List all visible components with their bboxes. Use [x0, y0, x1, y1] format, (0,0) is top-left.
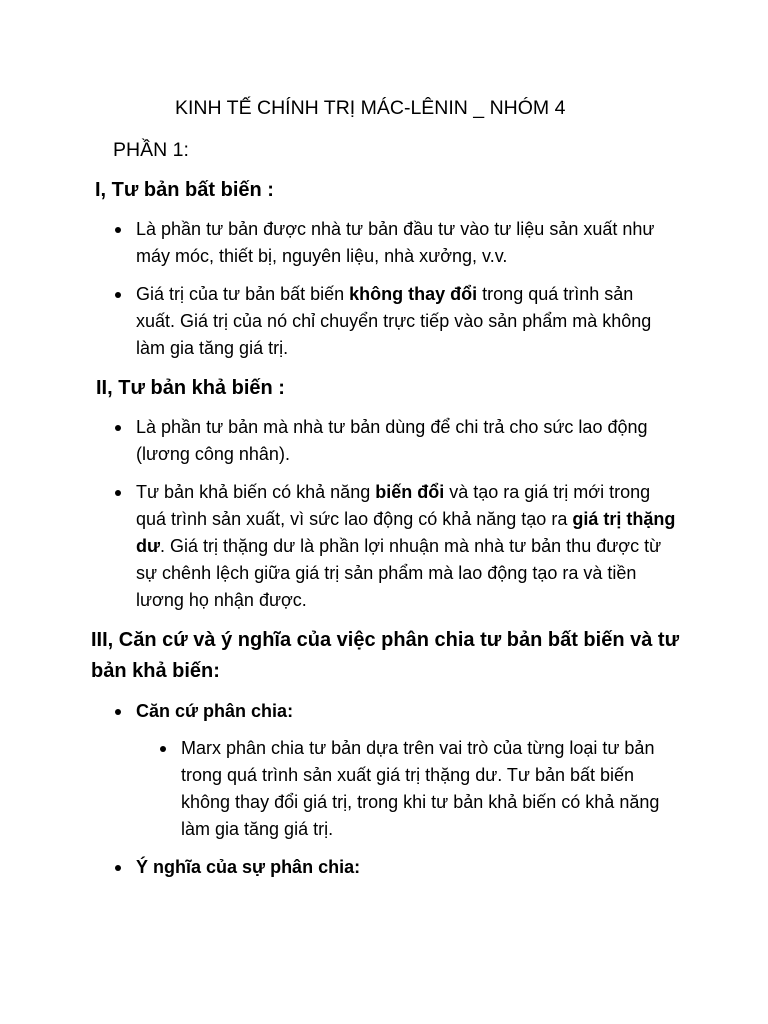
text-run: xuất. Giá trị của nó chỉ chuyển trực tiếp vào sản phẩm mà không [136, 311, 652, 331]
text-run: làm gia tăng giá trị. [181, 819, 334, 839]
text-line [181, 762, 768, 789]
text-run: . Giá trị thặng dư là phần lợi nhuận mà nhà tư bản thu được từ [160, 536, 662, 556]
section-2 [0, 373, 768, 614]
bold-text: không thay đổi [349, 284, 478, 304]
bullet-icon [160, 746, 166, 752]
bullet-icon [115, 709, 121, 715]
text-line [136, 308, 768, 335]
text-run: không thay đổi giá trị, trong khi tư bản khả biến có khả năng [181, 792, 660, 812]
text-run: Tư bản khả biến có khả năng [136, 482, 376, 502]
text-run: sự chênh lệch giữa giá trị sản phẩm mà lao động tạo ra và tiền [136, 563, 637, 583]
list-item [136, 414, 768, 468]
list-item-label: Căn cứ phân chia: [136, 701, 294, 721]
list-item [136, 281, 768, 362]
text-line [136, 533, 768, 560]
list-item-label: Ý nghĩa của sự phân chia: [136, 857, 361, 877]
list-item [136, 854, 768, 881]
bullet-icon [115, 227, 121, 233]
text-run: máy móc, thiết bị, nguyên liệu, nhà xưởng, v.v. [136, 246, 508, 266]
heading-line: III, Căn cứ và ý nghĩa của việc phân chia tư bản bất biến và tư [91, 629, 680, 651]
text-run: quá trình sản xuất, vì sức lao động có khả năng tạo ra [136, 509, 573, 529]
bullet-icon [115, 425, 121, 431]
text-run: Là phần tư bản được nhà tư bản đầu tư vào tư liệu sản xuất như [136, 219, 655, 239]
text-line [181, 816, 768, 843]
part-label: PHẦN 1: [113, 139, 189, 161]
heading-line: II, Tư bản khả biến : [96, 377, 285, 399]
bullet-icon [115, 865, 121, 871]
list-item [136, 216, 768, 270]
text-line [181, 735, 768, 762]
text-run: trong quá trình sản [477, 284, 634, 304]
sub-list-item [181, 735, 768, 843]
text-line [136, 216, 768, 243]
text-run: lương họ nhận được. [136, 590, 307, 610]
section-3 [0, 625, 768, 881]
text-run: và tạo ra giá trị mới trong [444, 482, 651, 502]
text-run: Giá trị của tư bản bất biến [136, 284, 350, 304]
list-item [136, 698, 768, 843]
bold-text: dư [136, 536, 161, 556]
list-item [136, 479, 768, 614]
heading-line: bản khả biến: [91, 660, 220, 682]
section-heading [96, 373, 768, 403]
text-line [136, 281, 768, 308]
text-run: Là phần tư bản mà nhà tư bản dùng để chi trả cho sức lao động [136, 417, 648, 437]
section-1 [0, 175, 768, 362]
text-run: trong quá trình sản xuất giá trị thặng dư. Tư bản bất biến [181, 765, 635, 785]
text-run: làm gia tăng giá trị. [136, 338, 289, 358]
text-run: (lương công nhân). [136, 444, 290, 464]
section-heading [91, 625, 768, 687]
text-line [136, 335, 768, 362]
text-line [136, 414, 768, 441]
document-body [0, 94, 768, 881]
text-line [136, 560, 768, 587]
text-line [136, 587, 768, 614]
text-run: Marx phân chia tư bản dựa trên vai trò của từng loại tư bản [181, 738, 655, 758]
text-line [181, 789, 768, 816]
section-heading [95, 175, 768, 205]
document-title: KINH TẾ CHÍNH TRỊ MÁC-LÊNIN _ NHÓM 4 [175, 97, 566, 119]
bold-text: giá trị thặng [572, 509, 676, 529]
text-line [136, 506, 768, 533]
bullet-icon [115, 490, 121, 496]
bold-text: biến đổi [375, 482, 445, 502]
text-line [136, 243, 768, 270]
text-line [136, 479, 768, 506]
text-line [136, 441, 768, 468]
heading-line: I, Tư bản bất biến : [95, 179, 274, 201]
bullet-icon [115, 292, 121, 298]
